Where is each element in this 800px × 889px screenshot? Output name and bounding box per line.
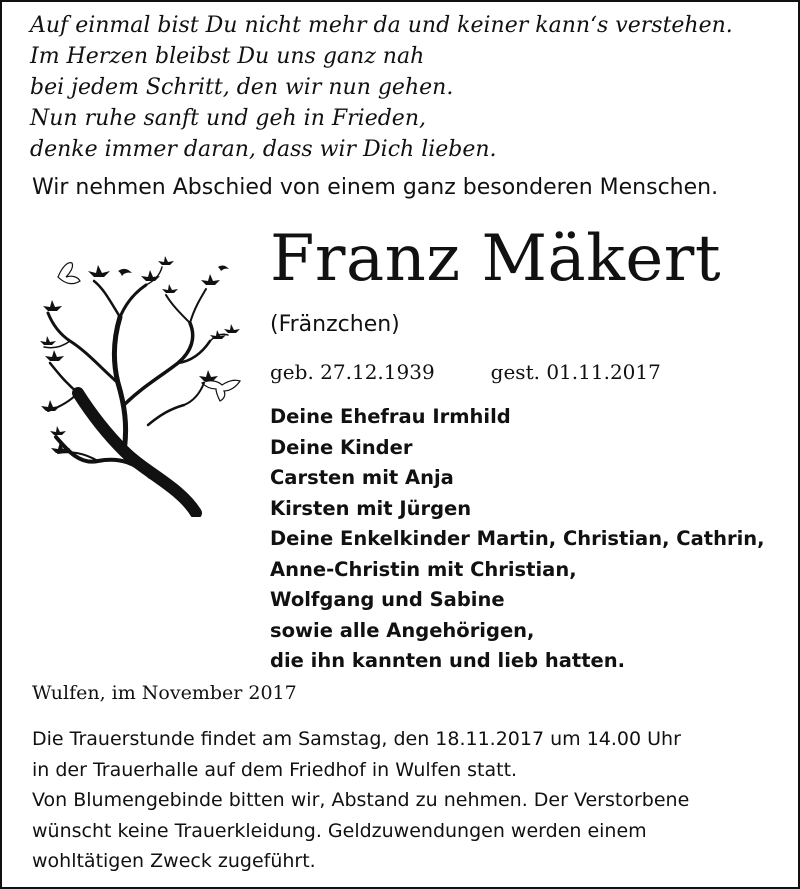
poem-line: Nun ruhe sanft und geh in Frieden, — [30, 106, 426, 131]
mourner-line: Deine Enkelkinder Martin, Christian, Cathrin, — [270, 527, 765, 550]
mourner-line: Kirsten mit Jürgen — [270, 496, 472, 520]
death-date: gest. 01.11.2017 — [490, 360, 661, 384]
notice-line: Die Trauerstunde findet am Samstag, den 18.11.2017 um 14.00 Uhr — [32, 728, 681, 750]
place-date: Wulfen, im November 2017 — [32, 682, 297, 704]
poem — [30, 10, 733, 165]
poem-line: denke immer daran, dass wir Dich lieben. — [30, 137, 497, 162]
notice-line: wünscht keine Trauerkleidung. Geldzuwendungen werden einem — [32, 819, 647, 842]
mourner-line: Deine Kinder — [270, 435, 413, 459]
mourner-line: sowie alle Angehörigen, — [270, 618, 535, 642]
service-notice — [32, 724, 689, 877]
birth-date: geb. 27.12.1939 — [270, 360, 435, 384]
notice-line: Von Blumengebinde bitten wir, Abstand zu nehmen. Der Verstorbene — [32, 789, 690, 811]
mourner-line: Anne-Christin mit Christian, — [270, 557, 577, 581]
mourner-line: Deine Ehefrau Irmhild — [270, 405, 511, 428]
poem-line: Im Herzen bleibst Du uns ganz nah — [30, 44, 425, 69]
mourner-line: Wolfgang und Sabine — [270, 588, 505, 611]
poem-line: Auf einmal bist Du nicht mehr da und keiner kann‘s verstehen. — [30, 13, 733, 38]
intro-text: Wir nehmen Abschied von einem ganz besonderen Menschen. — [32, 175, 719, 200]
poem-line: bei jedem Schritt, den wir nun gehen. — [30, 75, 454, 100]
nickname: (Fränzchen) — [270, 312, 400, 337]
deceased-name: Franz Mäkert — [270, 222, 722, 296]
mourners-list — [270, 402, 765, 677]
tree-with-birds-icon — [28, 255, 250, 517]
mourner-line: Carsten mit Anja — [270, 466, 454, 489]
notice-line: wohltätigen Zweck zugeführt. — [32, 850, 316, 872]
life-dates — [270, 360, 661, 384]
mourner-line: die ihn kannten und lieb hatten. — [270, 649, 626, 672]
notice-line: in der Trauerhalle auf dem Friedhof in Wulfen statt. — [32, 758, 518, 781]
